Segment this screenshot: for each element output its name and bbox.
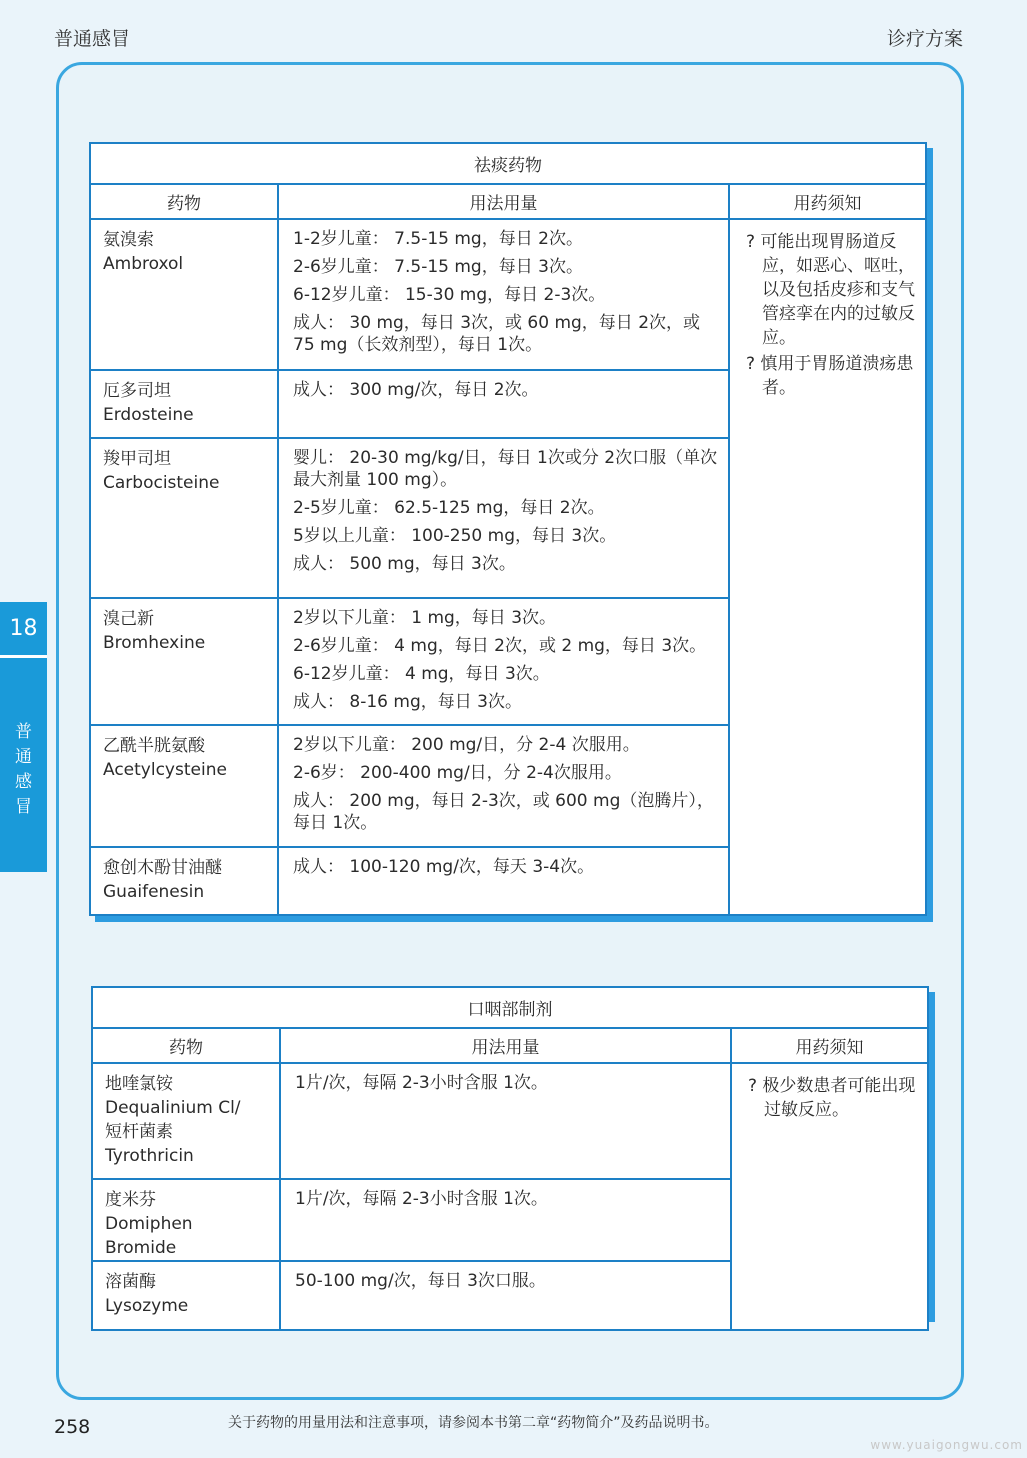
col-header-notes: 用药须知: [729, 184, 926, 219]
col-header-drug: 药物: [90, 184, 278, 219]
drug-name-en: Lysozyme: [105, 1296, 189, 1316]
chapter-tab: [0, 602, 47, 872]
note-item: ? 可能出现胃肠道反应，如恶心、呕吐，以及包括皮疹和支气管痉挛在内的过敏反应。: [746, 232, 915, 348]
drug-cell: [92, 1063, 280, 1179]
drug-name-en: Guaifenesin: [103, 882, 205, 902]
drug-cell: [92, 1179, 280, 1261]
table-row: [90, 219, 926, 370]
usage-cell: [280, 1261, 731, 1330]
chapter-number: 18: [0, 602, 47, 658]
drug-cell: [90, 438, 278, 598]
footer-note: 关于药物的用量用法和注意事项，请参阅本书第二章“药物简介”及药品说明书。: [228, 1415, 719, 1431]
drug-name-cn: 地喹氯铵: [105, 1074, 173, 1094]
drug-name-cn: 度米芬: [105, 1190, 156, 1210]
drug-name-cn: 厄多司坦: [103, 381, 171, 401]
drug-cell: [90, 370, 278, 438]
drug-name-cn: 愈创木酚甘油醚: [103, 858, 222, 878]
usage-line: 成人： 500 mg，每日 3次。: [293, 554, 516, 574]
drug-name-en: Erdosteine: [103, 405, 194, 425]
running-header-right: 诊疗方案: [886, 28, 963, 50]
notes-cell: [731, 1063, 928, 1330]
drug-name-cn: 羧甲司坦: [103, 449, 171, 469]
usage-line: 成人： 300 mg/次，每日 2次。: [293, 380, 539, 400]
usage-line: 2-6岁： 200-400 mg/日，分 2-4次服用。: [293, 763, 622, 783]
drug-name-cn: 短杆菌素: [105, 1122, 173, 1142]
table-row: [92, 1063, 928, 1179]
usage-cell: [278, 219, 729, 370]
usage-cell: [278, 438, 729, 598]
drug-name-en: Dequalinium Cl/: [105, 1098, 241, 1118]
drug-name-cn: 乙酰半胱氨酸: [103, 736, 205, 756]
usage-line: 2岁以下儿童： 1 mg，每日 3次。: [293, 608, 557, 628]
col-header-drug: 药物: [92, 1028, 280, 1063]
drug-cell: [90, 598, 278, 725]
chapter-label: 普通感冒: [15, 722, 32, 817]
usage-line: 婴儿： 20-30 mg/kg/日，每日 1次或分 2次口服（单次最大剂量 100 mg）。: [293, 448, 718, 490]
usage-line: 5岁以上儿童： 100-250 mg，每日 3次。: [293, 526, 617, 546]
note-item: ? 极少数患者可能出现过敏反应。: [748, 1076, 916, 1120]
usage-line: 6-12岁儿童： 4 mg，每日 3次。: [293, 664, 550, 684]
drug-name-en: Ambroxol: [103, 254, 184, 274]
usage-cell: [280, 1179, 731, 1261]
running-header-left: 普通感冒: [54, 28, 131, 50]
usage-cell: [278, 847, 729, 915]
usage-line: 50-100 mg/次，每日 3次口服。: [295, 1271, 546, 1291]
col-header-notes: 用药须知: [731, 1028, 928, 1063]
usage-cell: [278, 598, 729, 725]
drug-cell: [90, 725, 278, 847]
drug-cell: [90, 219, 278, 370]
usage-cell: [280, 1063, 731, 1179]
usage-line: 成人： 200 mg，每日 2-3次，或 600 mg（泡腾片），每日 1次。: [293, 791, 714, 833]
usage-line: 成人： 100-120 mg/次，每天 3-4次。: [293, 857, 595, 877]
usage-cell: [278, 370, 729, 438]
usage-line: 成人： 8-16 mg，每日 3次。: [293, 692, 522, 712]
drug-name-cn: 溴己新: [103, 609, 154, 629]
drug-name-en: Acetylcysteine: [103, 760, 227, 780]
usage-line: 1片/次，每隔 2-3小时含服 1次。: [295, 1073, 548, 1093]
drug-name-en: Domiphen Bromide: [105, 1214, 193, 1258]
expectorant-table: [89, 142, 927, 916]
usage-line: 2岁以下儿童： 200 mg/日，分 2-4 次服用。: [293, 735, 640, 755]
oropharyngeal-table: [91, 986, 929, 1331]
col-header-usage: 用法用量: [278, 184, 729, 219]
usage-line: 2-6岁儿童： 4 mg，每日 2次，或 2 mg，每日 3次。: [293, 636, 707, 656]
col-header-usage: 用法用量: [280, 1028, 731, 1063]
usage-cell: [278, 725, 729, 847]
drug-name-cn: 氨溴索: [103, 230, 154, 250]
usage-line: 6-12岁儿童： 15-30 mg，每日 2-3次。: [293, 285, 606, 305]
usage-line: 成人： 30 mg，每日 3次，或 60 mg，每日 2次，或75 mg（长效剂型），每日 1次。: [293, 313, 701, 355]
usage-line: 1片/次，每隔 2-3小时含服 1次。: [295, 1189, 548, 1209]
table-title: 祛痰药物: [90, 143, 926, 184]
usage-line: 2-5岁儿童： 62.5-125 mg，每日 2次。: [293, 498, 605, 518]
note-item: ? 慎用于胃肠道溃疡患者。: [746, 354, 914, 398]
drug-name-cn: 溶菌酶: [105, 1272, 156, 1292]
table-title: 口咽部制剂: [92, 987, 928, 1028]
watermark: www.yuaigongwu.com: [870, 1438, 1023, 1452]
drug-cell: [90, 847, 278, 915]
page-number: 258: [54, 1416, 91, 1438]
usage-line: 2-6岁儿童： 7.5-15 mg，每日 3次。: [293, 257, 583, 277]
notes-cell: [729, 219, 926, 915]
usage-line: 1-2岁儿童： 7.5-15 mg，每日 2次。: [293, 229, 583, 249]
drug-cell: [92, 1261, 280, 1330]
drug-name-en: Tyrothricin: [105, 1146, 194, 1166]
drug-name-en: Bromhexine: [103, 633, 206, 653]
drug-name-en: Carbocisteine: [103, 473, 220, 493]
